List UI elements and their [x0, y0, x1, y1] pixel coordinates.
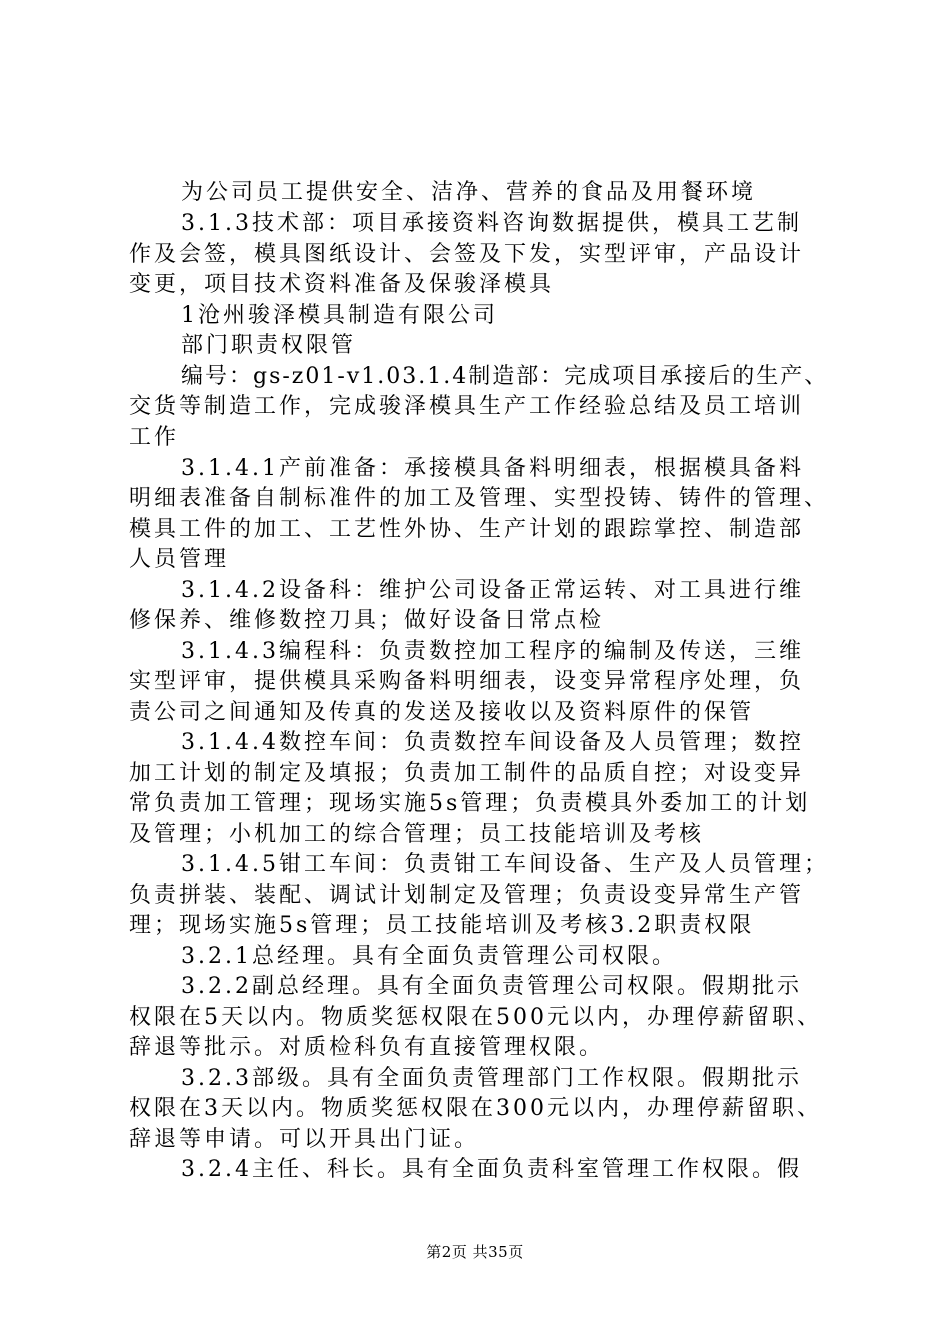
text-line: 常负责加工管理；现场实施5s管理；负责模具外委加工的计划: [129, 791, 811, 816]
text-line: 部门职责权限管: [181, 333, 357, 358]
text-line: 模具工件的加工、工艺性外协、生产计划的跟踪掌控、制造部: [129, 517, 805, 542]
page-number-footer: 第2页 共35页: [426, 1243, 524, 1261]
text-line: 3.1.4.3编程科：负责数控加工程序的编制及传送，三维: [181, 639, 804, 664]
text-line: 责公司之间通知及传真的发送及接收以及资料原件的保管: [129, 700, 755, 725]
text-line: 3.1.4.5钳工车间：负责钳工车间设备、生产及人员管理；: [181, 852, 829, 877]
text-line: 3.1.4.2设备科：维护公司设备正常运转、对工具进行维: [181, 578, 804, 603]
text-line: 3.2.3部级。具有全面负责管理部门工作权限。假期批示: [181, 1066, 802, 1091]
text-line: 明细表准备自制标准件的加工及管理、实型投铸、铸件的管理、: [129, 486, 830, 511]
text-line: 加工计划的制定及填报；负责加工制件的品质自控；对设变异: [129, 761, 805, 786]
text-line: 理；现场实施5s管理；员工技能培训及考核3.2职责权限: [129, 913, 755, 938]
text-line: 修保养、维修数控刀具；做好设备日常点检: [129, 608, 605, 633]
text-line: 辞退等批示。对质检科负有直接管理权限。: [129, 1035, 605, 1060]
text-line: 工作: [129, 425, 180, 450]
text-line: 人员管理: [129, 547, 230, 572]
text-line: 3.2.4主任、科长。具有全面负责科室管理工作权限。假: [181, 1157, 802, 1182]
text-line: 编号：gs-z01-v1.03.1.4制造部：完成项目承接后的生产、: [181, 364, 829, 389]
text-line: 辞退等申请。可以开具出门证。: [129, 1127, 480, 1152]
text-line: 及管理；小机加工的综合管理；员工技能培训及考核: [129, 822, 705, 847]
text-line: 作及会签，模具图纸设计、会签及下发，实型评审，产品设计: [129, 242, 805, 267]
text-line: 3.2.1总经理。具有全面负责管理公司权限。: [181, 944, 677, 969]
text-line: 变更，项目技术资料准备及保骏泽模具: [129, 272, 555, 297]
text-line: 为公司员工提供安全、洁净、营养的食品及用餐环境: [181, 180, 757, 205]
text-line: 3.2.2副总经理。具有全面负责管理公司权限。假期批示: [181, 974, 802, 999]
text-line: 实型评审，提供模具采购备料明细表，设变异常程序处理，负: [129, 669, 805, 694]
text-line: 负责拼装、装配、调试计划制定及管理；负责设变异常生产管: [129, 883, 805, 908]
text-line: 3.1.4.4数控车间：负责数控车间设备及人员管理；数控: [181, 730, 804, 755]
text-line: 权限在5天以内。物质奖惩权限在500元以内，办理停薪留职、: [129, 1005, 822, 1030]
text-line: 交货等制造工作，完成骏泽模具生产工作经验总结及员工培训: [129, 394, 805, 419]
text-line: 权限在3天以内。物质奖惩权限在300元以内，办理停薪留职、: [129, 1096, 822, 1121]
text-line: 3.1.3技术部：项目承接资料咨询数据提供，模具工艺制: [181, 211, 802, 236]
text-line: 3.1.4.1产前准备：承接模具备料明细表，根据模具备料: [181, 456, 804, 481]
text-line: 1沧州骏泽模具制造有限公司: [181, 303, 498, 328]
